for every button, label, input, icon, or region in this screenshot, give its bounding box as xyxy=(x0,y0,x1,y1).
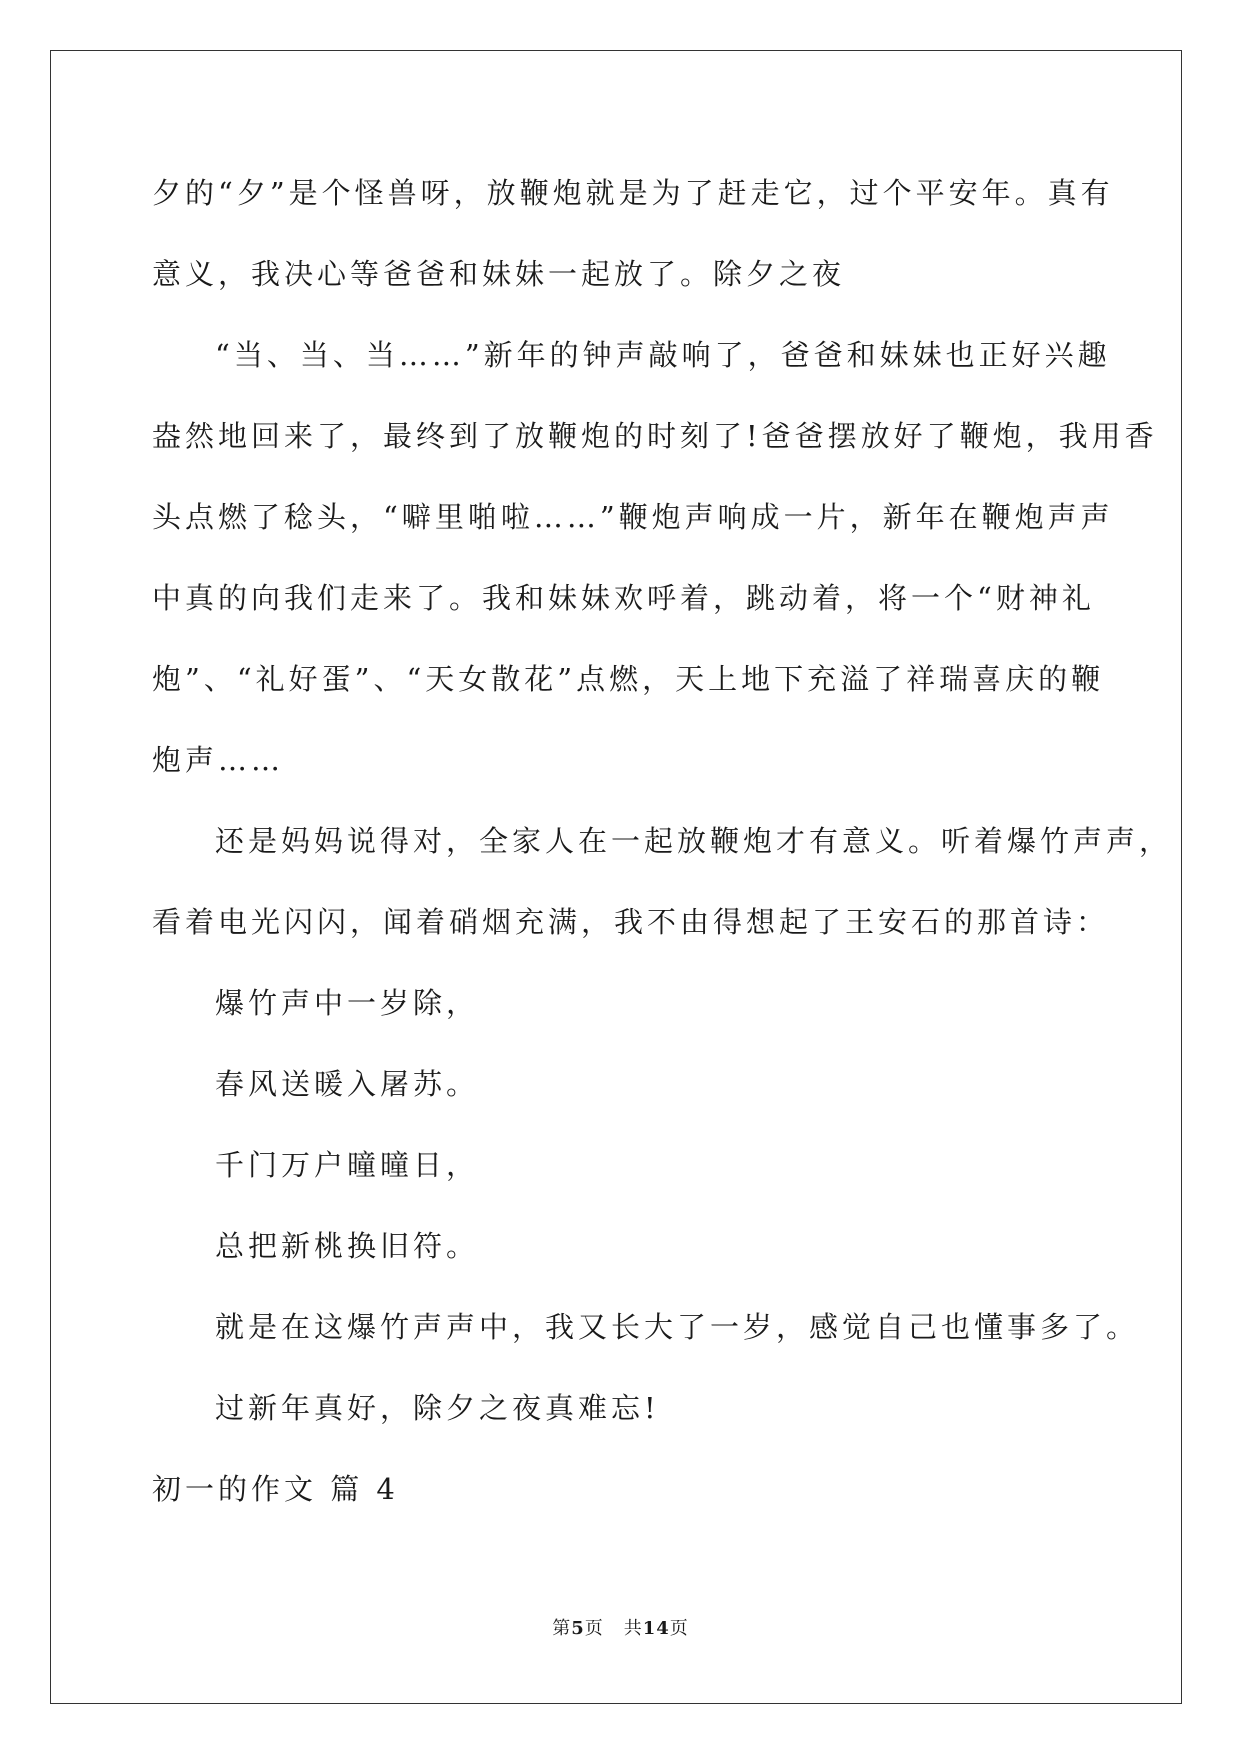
paragraph-line: 看着电光闪闪，闻着硝烟充满，我不由得想起了王安石的那首诗： xyxy=(152,905,1110,939)
paragraph-line: 过新年真好，除夕之夜真难忘! xyxy=(215,1391,660,1425)
paragraph-line: 炮声…… xyxy=(152,743,285,777)
poem-line: 千门万户曈曈日， xyxy=(215,1148,480,1182)
page-total: 14 xyxy=(642,1618,670,1639)
paragraph-line: 夕的“夕”是个怪兽呀，放鞭炮就是为了赶走它，过个平安年。真有 xyxy=(152,176,1114,210)
poem-line: 春风送暖入屠苏。 xyxy=(215,1067,480,1101)
total-prefix: 共 xyxy=(623,1618,643,1639)
page-current: 5 xyxy=(571,1618,585,1639)
document-body xyxy=(152,164,1173,1541)
paragraph-line: “当、当、当……”新年的钟声敲响了，爸爸和妹妹也正好兴趣 xyxy=(215,338,1111,372)
page-suffix: 页 xyxy=(584,1618,604,1639)
page-prefix: 第 xyxy=(552,1618,572,1639)
paragraph-line: 炮”、“礼好蛋”、“天女散花”点燃，天上地下充溢了祥瑞喜庆的鞭 xyxy=(152,662,1105,696)
total-suffix: 页 xyxy=(669,1618,689,1639)
paragraph-line: 头点燃了稔头，“噼里啪啦……”鞭炮声响成一片，新年在鞭炮声声 xyxy=(152,500,1114,534)
poem-line: 总把新桃换旧符。 xyxy=(215,1229,480,1263)
page-footer xyxy=(0,1614,1241,1640)
paragraph-line: 就是在这爆竹声声中，我又长大了一岁，感觉自己也懂事多了。 xyxy=(215,1310,1140,1344)
poem-line: 爆竹声中一岁除， xyxy=(215,986,480,1020)
paragraph-line: 盎然地回来了，最终到了放鞭炮的时刻了!爸爸摆放好了鞭炮，我用香 xyxy=(152,419,1158,453)
paragraph-line: 意义，我决心等爸爸和妹妹一起放了。除夕之夜 xyxy=(152,257,846,291)
paragraph-line: 还是妈妈说得对，全家人在一起放鞭炮才有意义。听着爆竹声声， xyxy=(215,824,1173,858)
paragraph-line: 中真的向我们走来了。我和妹妹欢呼着，跳动着，将一个“财神礼 xyxy=(152,581,1095,615)
section-heading: 初一的作文 篇 4 xyxy=(152,1472,399,1506)
